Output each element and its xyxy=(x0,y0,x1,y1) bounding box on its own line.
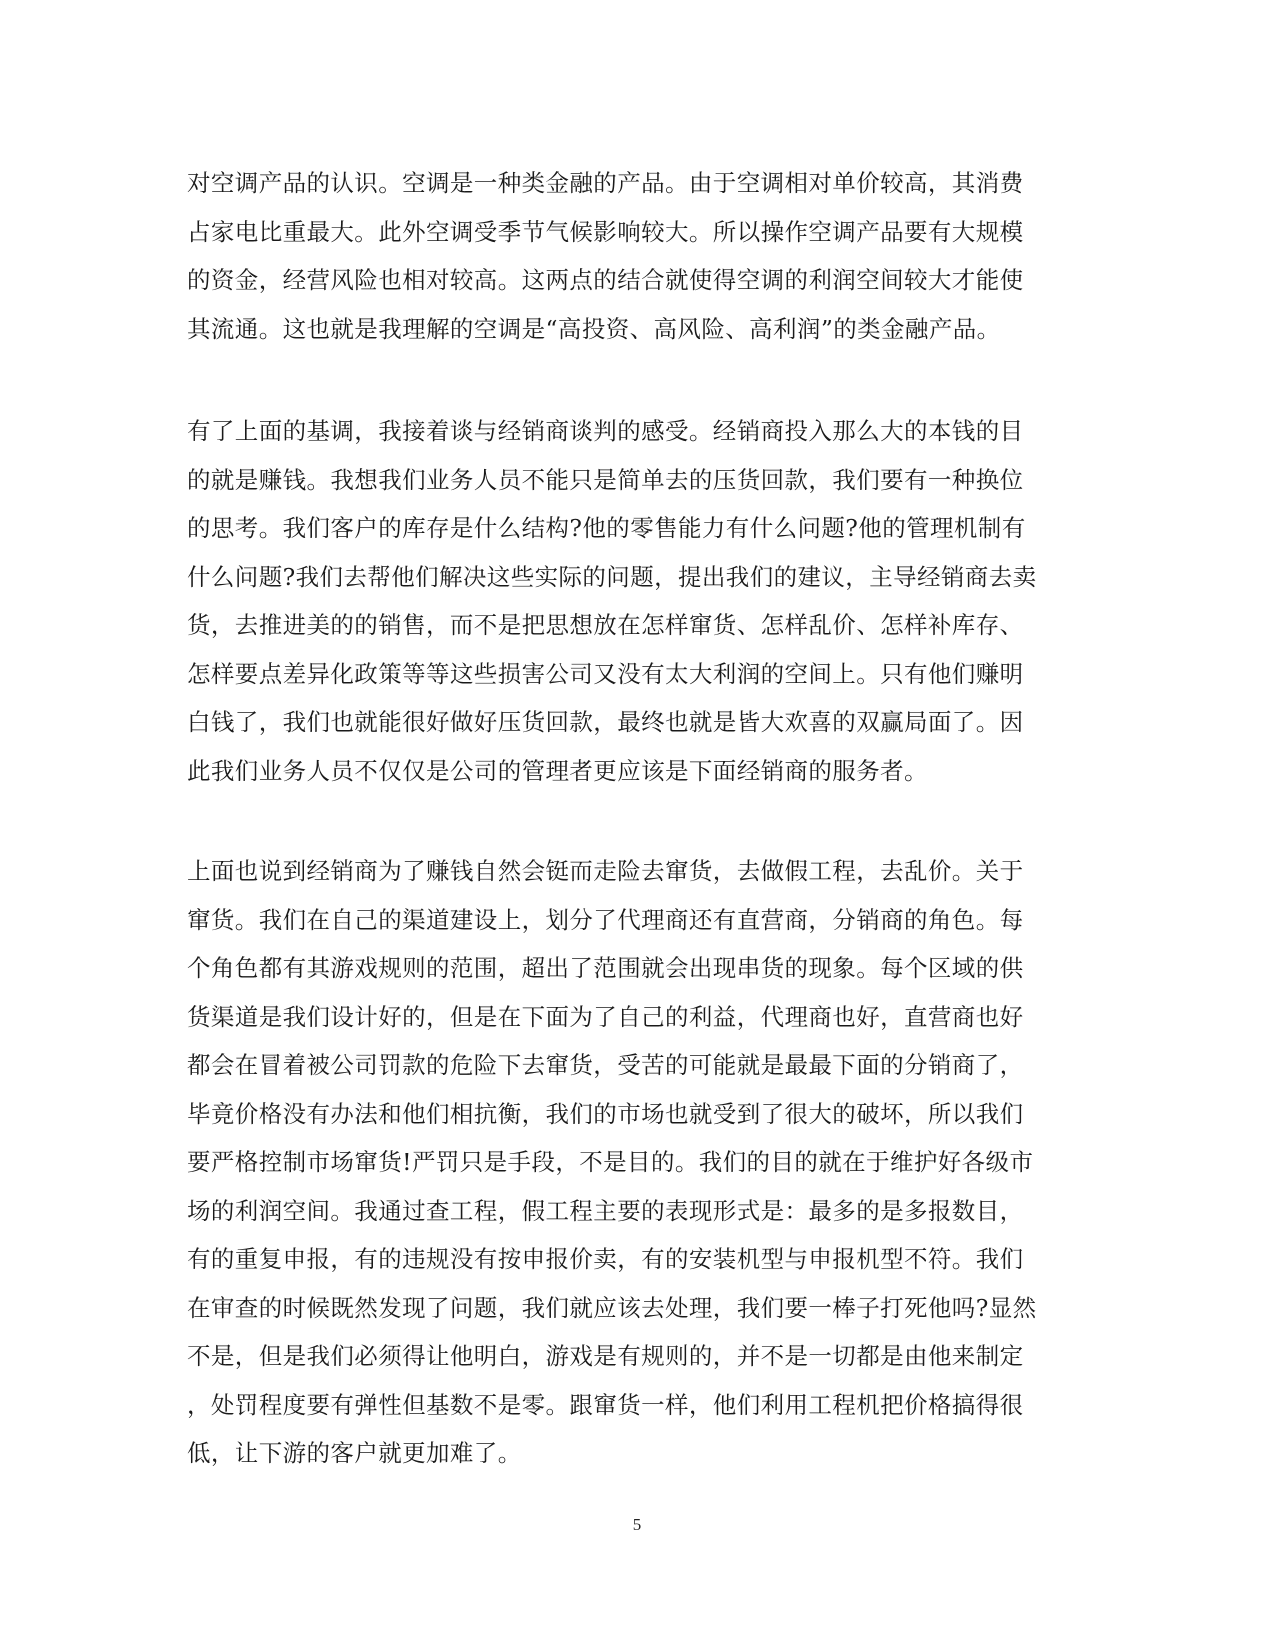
paragraph-line: 上面也说到经销商为了赚钱自然会铤而走险去窜货，去做假工程，去乱价。关于 xyxy=(187,857,1024,885)
paragraph-line: 对空调产品的认识。空调是一种类金融的产品。由于空调相对单价较高，其消费 xyxy=(187,169,1024,197)
paragraph-line: 怎样要点差异化政策等等这些损害公司又没有太大利润的空间上。只有他们赚明 xyxy=(187,659,1024,688)
paragraph-line: 的就是赚钱。我想我们业务人员不能只是简单去的压货回款，我们要有一种换位 xyxy=(187,465,1024,494)
paragraph-line: 不是，但是我们必须得让他明白，游戏是有规则的，并不是一切都是由他来制定 xyxy=(187,1342,1024,1370)
page-number: 5 xyxy=(632,1515,642,1534)
paragraph-air-conditioner-understanding xyxy=(187,159,1024,353)
paragraph-line: 要严格控制市场窜货!严罚只是手段，不是目的。我们的目的就在于维护好各级市 xyxy=(187,1148,1034,1176)
paragraph-line: 货，去推进美的的销售，而不是把思想放在怎样窜货、怎样乱价、怎样补库存、 xyxy=(187,611,1024,639)
paragraph-line: 货渠道是我们设计好的，但是在下面为了自己的利益，代理商也好，直营商也好 xyxy=(187,1002,1024,1031)
paragraph-line: 的资金，经营风险也相对较高。这两点的结合就使得空调的利润空间较大才能使 xyxy=(187,266,1024,294)
paragraph-line: 在审查的时候既然发现了问题，我们就应该去处理，我们要一棒子打死他吗?显然 xyxy=(187,1293,1037,1322)
paragraph-line: 其流通。这也就是我理解的空调是“高投资、高风险、高利润”的类金融产品。 xyxy=(187,314,1001,343)
paragraph-line: 什么问题?我们去帮他们解决这些实际的问题，提出我们的建议，主导经销商去卖 xyxy=(187,562,1037,591)
paragraph-line: 场的利润空间。我通过查工程，假工程主要的表现形式是：最多的是多报数目， xyxy=(187,1196,1024,1225)
paragraph-line: ，处罚程度要有弹性但基数不是零。跟窜货一样，他们利用工程机把价格搞得很 xyxy=(187,1390,1024,1419)
paragraph-line: 的思考。我们客户的库存是什么结构?他的零售能力有什么问题?他的管理机制有 xyxy=(187,514,1026,542)
paragraph-line: 个角色都有其游戏规则的范围，超出了范围就会出现串货的现象。每个区域的供 xyxy=(187,954,1024,982)
paragraph-line: 都会在冒着被公司罚款的危险下去窜货，受苦的可能就是最最下面的分销商了， xyxy=(187,1051,1024,1079)
paragraph-cross-selling-control xyxy=(187,847,1037,1478)
paragraph-line: 白钱了，我们也就能很好做好压货回款，最终也就是皆大欢喜的双赢局面了。因 xyxy=(187,708,1024,736)
paragraph-line: 有了上面的基调，我接着谈与经销商谈判的感受。经销商投入那么大的本钱的目 xyxy=(187,417,1024,445)
paragraph-dealer-negotiation xyxy=(187,407,1037,795)
paragraph-line: 有的重复申报，有的违规没有按申报价卖，有的安装机型与申报机型不符。我们 xyxy=(187,1245,1024,1273)
paragraph-line: 低，让下游的客户就更加难了。 xyxy=(187,1439,522,1467)
paragraph-line: 毕竟价格没有办法和他们相抗衡，我们的市场也就受到了很大的破坏，所以我们 xyxy=(187,1099,1024,1128)
paragraph-line: 此我们业务人员不仅仅是公司的管理者更应该是下面经销商的服务者。 xyxy=(187,756,928,785)
paragraph-line: 占家电比重最大。此外空调受季节气候影响较大。所以操作空调产品要有大规模 xyxy=(187,217,1024,246)
paragraph-line: 窜货。我们在自己的渠道建设上，划分了代理商还有直营商，分销商的角色。每 xyxy=(187,905,1024,934)
